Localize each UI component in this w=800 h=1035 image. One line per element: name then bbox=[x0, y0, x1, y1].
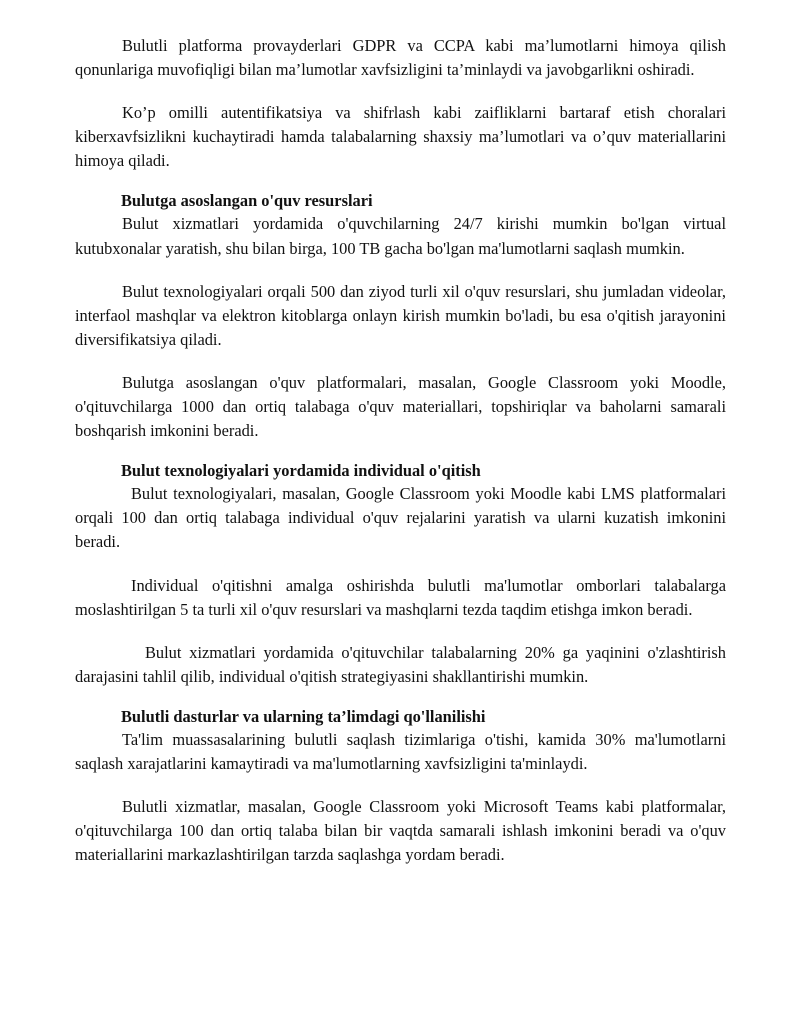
paragraph-virtual-libraries: Bulut xizmatlari yordamida o'quvchilarning 24/7 kirishi mumkin bo'lgan virtual kutubxonalar yaratish, shu bilan birga, 100 TB gacha bo'lgan ma'lumotlarni saqlash mumkin. bbox=[75, 214, 726, 258]
paragraph-online-resources: Bulut texnologiyalari orqali 500 dan ziyod turli xil o'quv resurslari, shu jumladan videolar, interfaol mashqlar va elektron kitoblarga onlayn kirish mumkin bo'ladi, bu esa o'qitish jarayonini diversifikatsiya qiladi. bbox=[75, 281, 726, 349]
paragraph-cloud-databases: Individual o'qitishni amalga oshirishda bulutli ma'lumotlar omborlari talabalarga moslashtirilgan 5 ta turli xil o'quv resurslari va mashqlarni tezda taqdim etishga imkon beradi. bbox=[75, 575, 726, 619]
paragraph-learning-platforms: Bulutga asoslangan o'quv platformalari, masalan, Google Classroom yoki Moodle, o'qituvchilarga 1000 dan ortiq talabaga o'quv materiallari, topshiriqlar va baholarni samarali boshqarish imkonini beradi. bbox=[75, 372, 726, 441]
paragraph-teacher-analysis: Bulut xizmatlari yordamida o'qituvchilar talabalarning 20% ga yaqinini o'zlashtirish darajasini tahlil qilib, individual o'qitish strategiyasini shakllantirishi mumkin. bbox=[75, 642, 726, 686]
document-page bbox=[75, 34, 726, 867]
paragraph-cybersecurity: Ko’p omilli autentifikatsiya va shifrlash kabi zaifliklarni bartaraf etish choralari kiberxavfsizlikni kuchaytiradi hamda talabalarning shaxsiy ma’lumotlari va o’quv materiallarini himoya qiladi. bbox=[75, 103, 726, 171]
heading-individual-learning: Bulut texnologiyalari yordamida individual o'qitish bbox=[121, 461, 481, 481]
paragraph-storage-costs: Ta'lim muassasalarining bulutli saqlash tizimlariga o'tishi, kamida 30% ma'lumotlarni saqlash xarajatlarini kamaytiradi va ma'lumotlarning xavfsizligini ta'minlaydi. bbox=[75, 729, 726, 773]
heading-cloud-applications: Bulutli dasturlar va ularning ta’limdagi qo'llanilishi bbox=[121, 706, 486, 726]
heading-cloud-resources: Bulutga asoslangan o'quv resurslari bbox=[121, 191, 373, 211]
paragraph-collaboration-platforms: Bulutli xizmatlar, masalan, Google Classroom yoki Microsoft Teams kabi platformalar, o'qituvchilarga 100 dan ortiq talaba bilan bir vaqtda samarali ishlash imkonini beradi va o'quv materiallarini markazlashtirilgan tarzda saqlashga yordam beradi. bbox=[75, 797, 726, 865]
paragraph-gdpr-compliance: Bulutli platforma provayderlari GDPR va CCPA kabi ma’lumotlarni himoya qilish qonunlariga muvofiqligi bilan ma’lumotlar xavfsizligini ta’minlaydi va javobgarlikni oshiradi. bbox=[75, 36, 726, 80]
paragraph-lms-plans: Bulut texnologiyalari, masalan, Google Classroom yoki Moodle kabi LMS platformalari orqali 100 dan ortiq talabaga individual o'quv rejalarini yaratish va ularni kuzatish imkonini beradi. bbox=[75, 484, 726, 552]
